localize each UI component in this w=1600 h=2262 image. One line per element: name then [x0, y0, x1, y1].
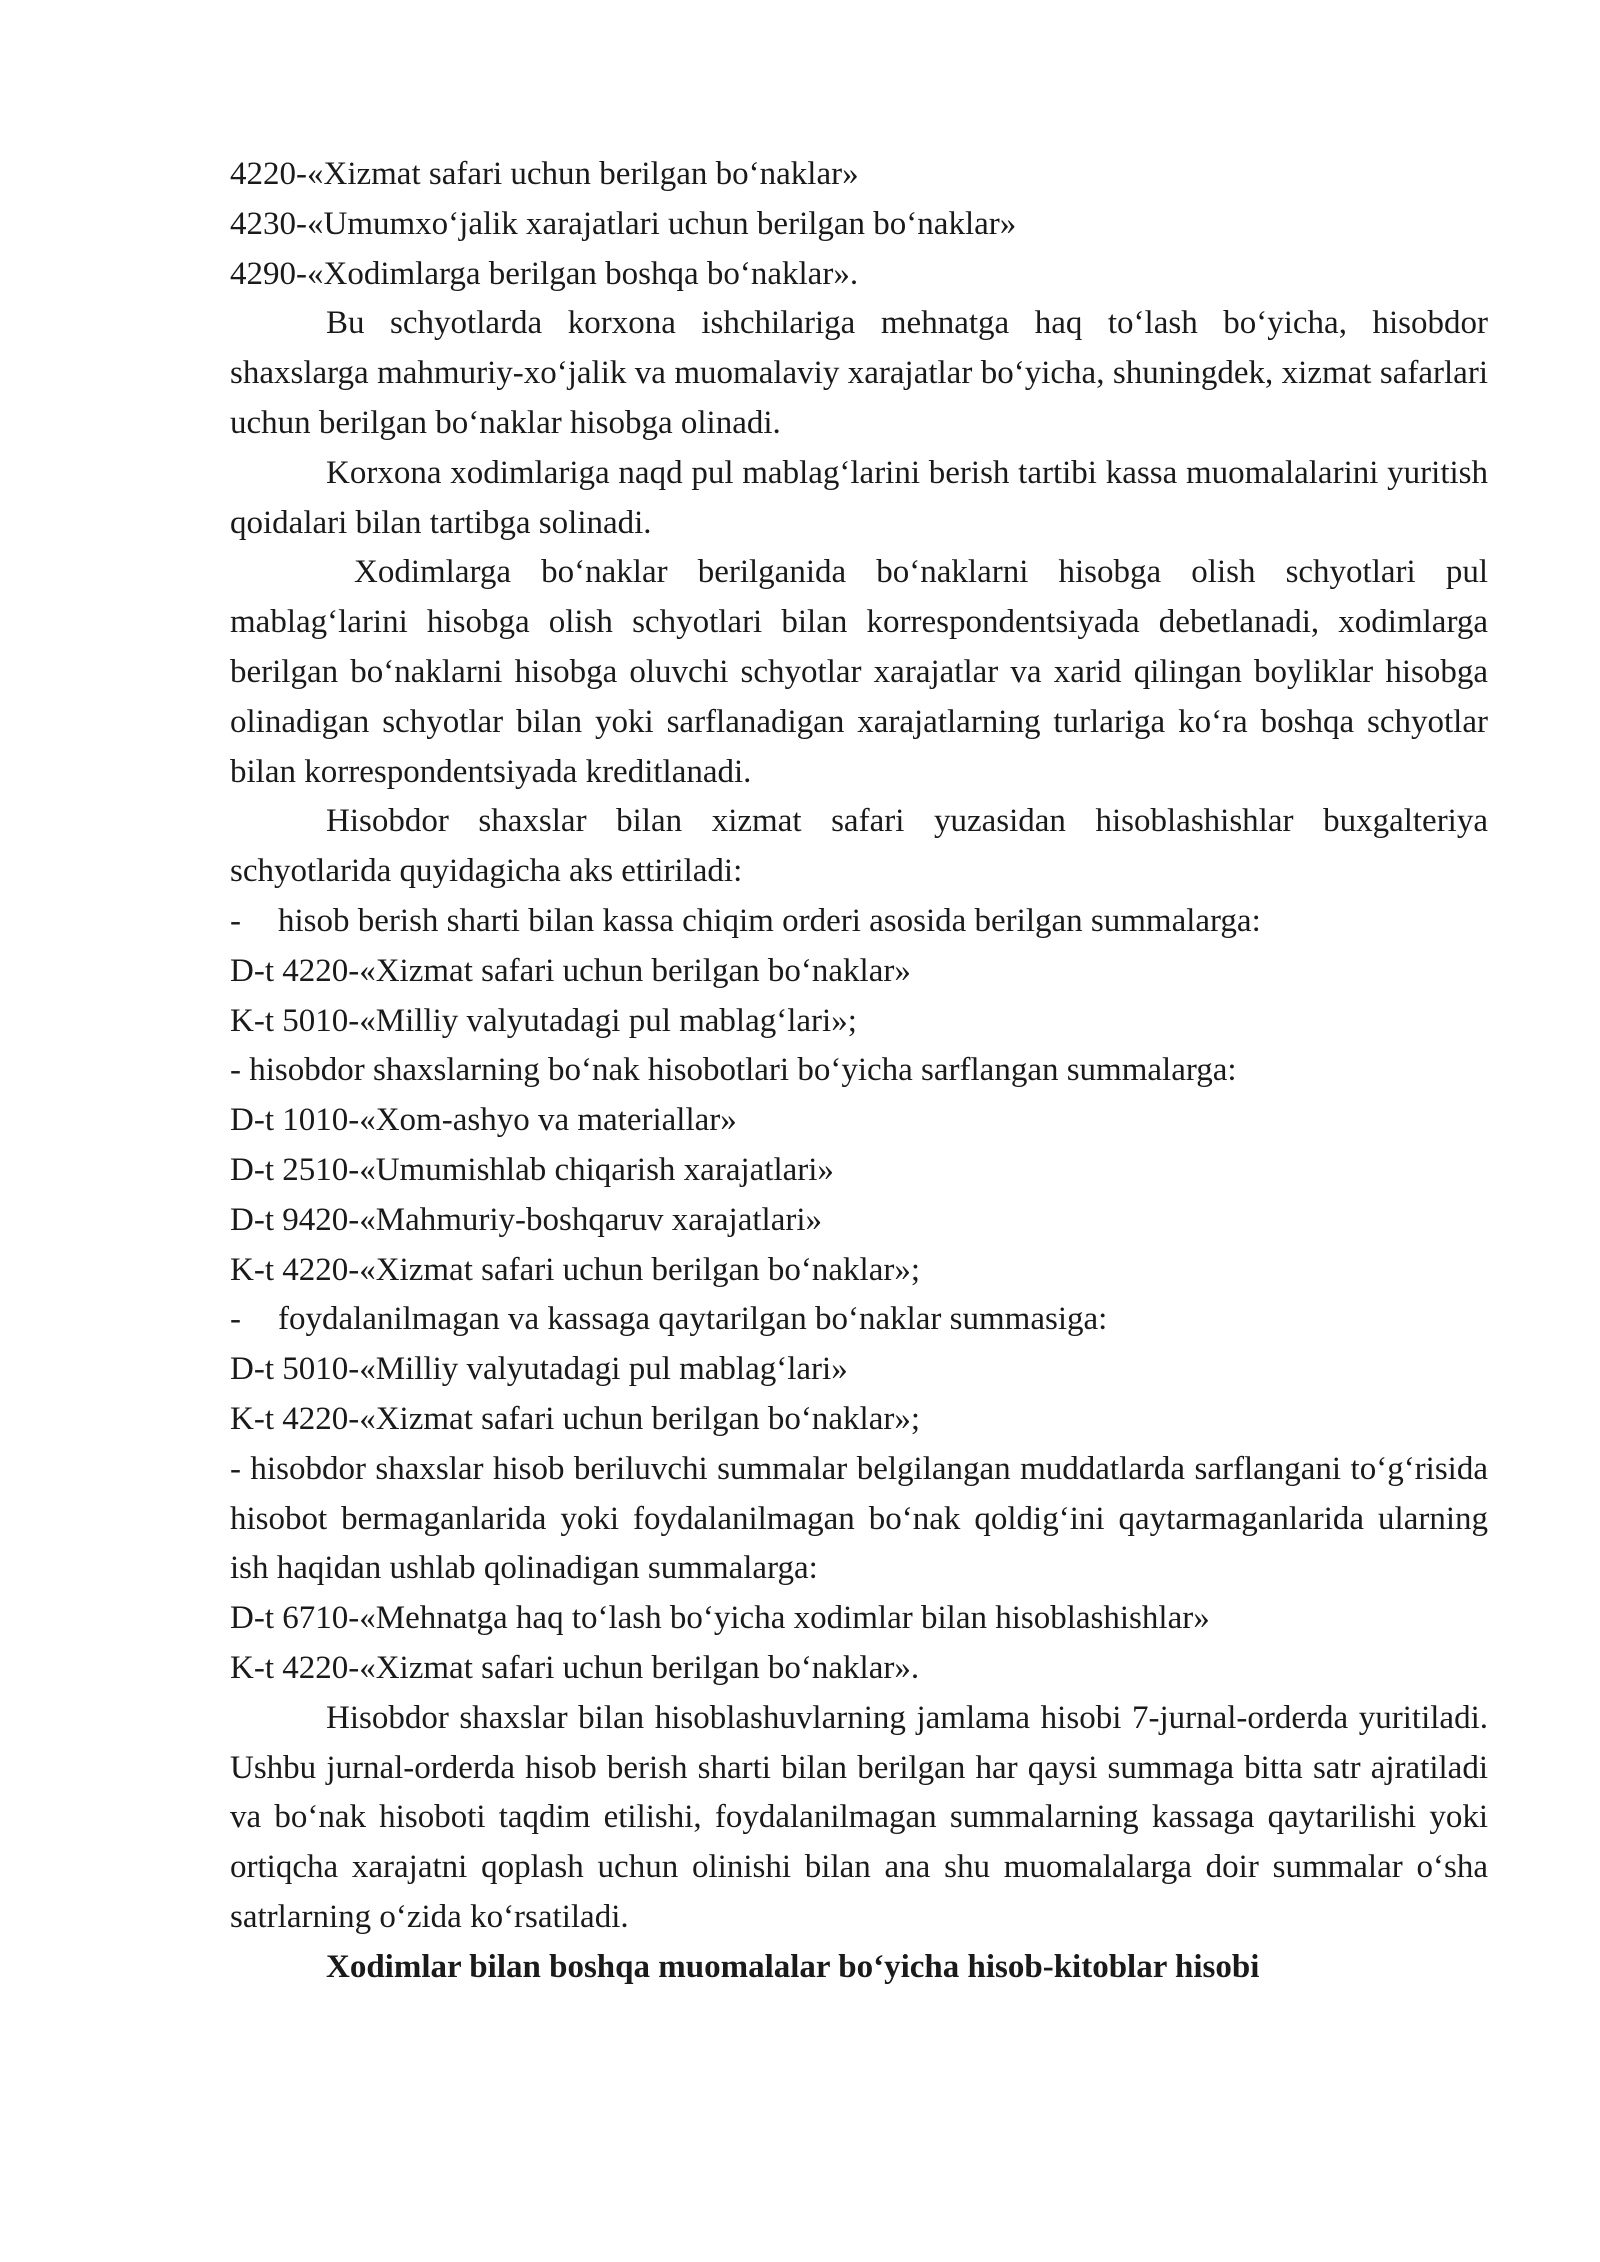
entry-credit: K-t 4220-«Xizmat safari uchun berilgan bo‘naklar».	[230, 1649, 920, 1686]
entry-debit: D-t 2510-«Umumishlab chiqarish xarajatlari»	[230, 1151, 834, 1188]
paragraph-hisobdor-shaxslar: Hisobdor shaxslar bilan xizmat safari yuzasidan hisoblashishlar buxgalteriya schyotlarida quyidagicha aks ettiriladi:	[230, 803, 1488, 890]
paragraph-schyotlar: Bu schyotlarda korxona ishchilariga mehnatga haq to‘lash bo‘yicha, hisobdor shaxslarga mahmuriy-xo‘jalik va muomalaviy xarajatlar bo‘yicha, shuningdek, xizmat safarlari uchun berilgan bo‘naklar hisobga olinadi.	[230, 305, 1488, 441]
entry-debit: D-t 1010-«Xom-ashyo va materiallar»	[230, 1102, 737, 1139]
document-page	[230, 150, 1488, 1992]
entry-credit: K-t 4220-«Xizmat safari uchun berilgan bo‘naklar»;	[230, 1251, 921, 1288]
paragraph-naqd-pul: Korxona xodimlariga naqd pul mablag‘larini berish tartibi kassa muomalalarini yuritish qoidalari bilan tartibga solinadi.	[230, 454, 1488, 541]
entry-credit: K-t 4220-«Xizmat safari uchun berilgan bo‘naklar»;	[230, 1400, 921, 1437]
account-line-4290: 4290-«Xodimlarga berilgan boshqa bo‘naklar».	[230, 255, 859, 292]
list-item-sarflangan: - hisobdor shaxslarning bo‘nak hisobotlari bo‘yicha sarflangan summalarga:	[230, 1052, 1237, 1089]
list-item-ushlab-qolinadigan: - hisobdor shaxslar hisob beriluvchi summalar belgilangan muddatlarda sarflangani to‘g‘risida hisobot bermaganlarida yoki foydalanilmagan bo‘nak qoldig‘ini qaytarmaganlarida ularning ish haqidan ushlab qolinadigan summalarga:	[230, 1450, 1488, 1587]
list-item-text: hisob berish sharti bilan kassa chiqim orderi asosida berilgan summalarga:	[278, 902, 1261, 939]
section-heading: Xodimlar bilan boshqa muomalalar bo‘yicha hisob-kitoblar hisobi	[326, 1948, 1260, 1985]
paragraph-bonaklar: Xodimlarga bo‘naklar berilganida bo‘naklarni hisobga olish schyotlari pul mablag‘larini hisobga olish schyotlari bilan korrespondentsiyada debetlanadi, xodimlarga berilgan bo‘naklarni hisobga oluvchi schyotlar xarajatlar va xarid qilingan boyliklar hisobga olinadigan schyotlar bilan yoki sarflanadigan xarajatlarning turlariga ko‘ra boshqa schyotlar bilan korrespondentsiyada kreditlanadi.	[230, 554, 1488, 790]
entry-debit: D-t 6710-«Mehnatga haq to‘lash bo‘yicha xodimlar bilan hisoblashishlar»	[230, 1600, 1210, 1637]
entry-debit: D-t 5010-«Milliy valyutadagi pul mablag‘lari»	[230, 1351, 848, 1388]
paragraph-jurnal-order: Hisobdor shaxslar bilan hisoblashuvlarning jamlama hisobi 7-jurnal-orderda yuritiladi. Ushbu jurnal-orderda hisob berish sharti bilan berilgan har qaysi summaga bitta satr ajratiladi va bo‘nak hisoboti taqdim etilishi, foydalanilmagan summalarning kassaga qaytarilishi yoki ortiqcha xarajatni qoplash uchun olinishi bilan ana shu muomalalarga doir summalar o‘sha satrlarning o‘zida ko‘rsatiladi.	[230, 1699, 1488, 1935]
entry-debit: D-t 4220-«Xizmat safari uchun berilgan bo‘naklar»	[230, 952, 911, 989]
entry-credit: K-t 5010-«Milliy valyutadagi pul mablag‘lari»;	[230, 1002, 857, 1039]
list-item-text: foydalanilmagan va kassaga qaytarilgan bo‘naklar summasiga:	[278, 1301, 1108, 1338]
entry-debit: D-t 9420-«Mahmuriy-boshqaruv xarajatlari»	[230, 1201, 823, 1238]
dash-marker: -	[230, 1301, 241, 1338]
account-line-4220: 4220-«Xizmat safari uchun berilgan bo‘naklar»	[230, 156, 859, 192]
account-line-4230: 4230-«Umumxo‘jalik xarajatlari uchun berilgan bo‘naklar»	[230, 205, 1017, 242]
dash-marker: -	[230, 902, 241, 939]
list-item-qaytarilgan	[230, 1295, 1488, 1345]
list-item-kassa-chiqim	[230, 897, 1488, 947]
